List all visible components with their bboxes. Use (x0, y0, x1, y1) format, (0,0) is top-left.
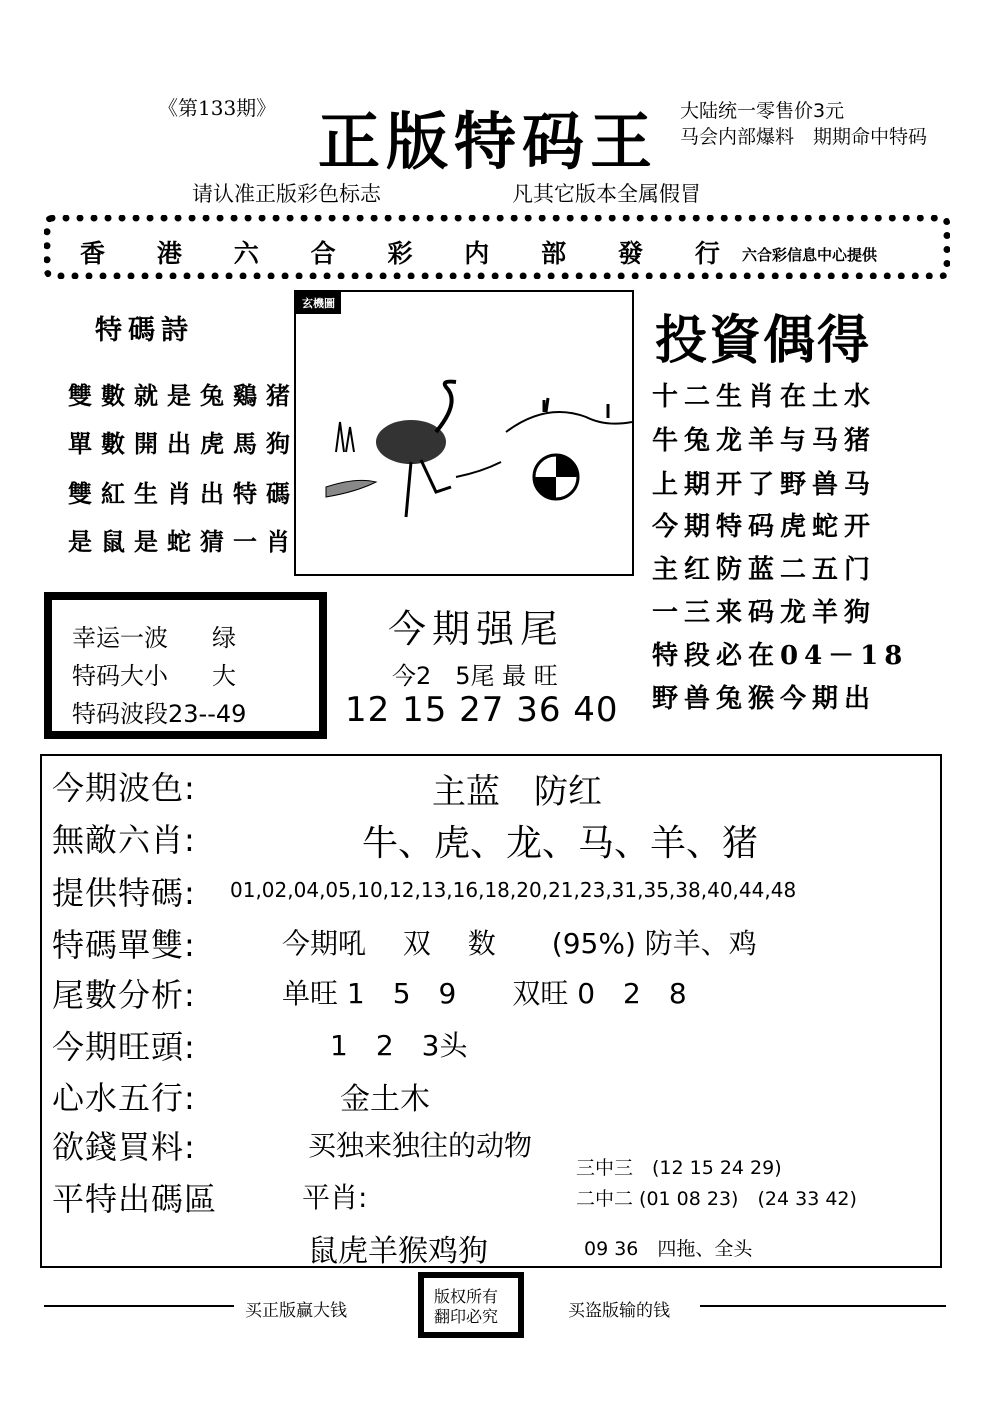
strong-tail-numbers: 12 15 27 36 40 (345, 690, 619, 730)
color-label: 今期波色: (52, 769, 196, 807)
invest-line: 上期开了野兽马 (652, 470, 877, 500)
banner-char: 彩 (387, 239, 413, 268)
lucky-wave-value: 绿 (212, 624, 236, 652)
zone-label: 平特出碼區 (52, 1180, 218, 1218)
head-value: 1 2 3头 (330, 1029, 468, 1062)
codes-label: 提供特碼: (52, 874, 196, 912)
footer-left: 买正版赢大钱 (245, 1301, 347, 1321)
mystery-picture (294, 290, 634, 576)
page-title: 正版特码王 (318, 105, 659, 178)
warning-left: 请认准正版彩色标志 (192, 182, 381, 206)
banner-char: 行 (694, 239, 720, 268)
invest-line: 一三来码龙羊狗 (652, 598, 877, 628)
lucky-range-label: 特码波段 (72, 700, 168, 728)
picture-tag: 玄機圖 (296, 292, 341, 314)
banner-char: 港 (156, 239, 182, 268)
flat-label: 平肖: (302, 1181, 368, 1214)
invest-line: 今期特码虎蛇开 (652, 512, 877, 542)
element-label: 心水五行: (52, 1079, 196, 1117)
banner-char: 内 (464, 239, 490, 268)
poem-title: 特碼詩 (95, 315, 194, 346)
three-hit: 三中三 (12 15 24 29) (576, 1157, 782, 1179)
buy-label: 欲錢買料: (52, 1128, 196, 1166)
slogan-text: 马会内部爆料 期期命中特码 (680, 126, 928, 148)
banner-char: 香 (80, 239, 106, 268)
invest-title: 投資偶得 (655, 310, 872, 371)
banner-note: 六合彩信息中心提供 (742, 246, 878, 264)
lucky-range-value: 23--49 (168, 700, 247, 728)
drag-text: 09 36 四拖、全头 (584, 1238, 753, 1260)
poem-line: 雙數就是兔鷄猪 (68, 381, 299, 410)
tail-value: 单旺 1 5 9 双旺 0 2 8 (282, 977, 687, 1010)
price-text: 大陆统一零售价3元 (680, 100, 845, 122)
strong-tail-title: 今期强尾 (388, 607, 565, 651)
poem-line: 是鼠是蛇猜一肖 (68, 527, 299, 556)
footer-rule-right (700, 1305, 946, 1307)
invest-line: 主红防蓝二五门 (652, 555, 877, 585)
tail-label: 尾數分析: (52, 976, 196, 1014)
lucky-size-value: 大 (212, 662, 236, 690)
lucky-size-label: 特码大小 (72, 662, 168, 690)
lucky-size (72, 656, 236, 691)
invest-line: 牛兔龙羊与马猪 (652, 426, 877, 456)
buy-value: 买独来独往的动物 (308, 1129, 533, 1162)
six-zodiac-value: 牛、虎、龙、马、羊、猪 (362, 823, 759, 864)
strong-tail-sub: 今2 5尾 最 旺 (392, 662, 558, 690)
footer-rule-left (44, 1305, 234, 1307)
element-value: 金土木 (340, 1082, 430, 1117)
parity-label: 特碼單雙: (52, 926, 196, 964)
poem-line: 單數開出虎馬狗 (68, 429, 299, 458)
invest-line: 特段必在04－18 (652, 641, 909, 671)
banner-char: 六 (233, 239, 259, 268)
invest-line: 野兽兔猴今期出 (652, 684, 877, 714)
banner-char: 發 (618, 239, 644, 268)
warning-right: 凡其它版本全属假冒 (512, 182, 701, 206)
codes-value: 01,02,04,05,10,12,13,16,18,20,21,23,31,35,38,40,44,48 (230, 878, 797, 902)
footer-right: 买盗版输的钱 (568, 1301, 670, 1321)
color-value: 主蓝 防红 (432, 772, 602, 812)
lucky-range (72, 694, 246, 729)
lucky-wave (72, 618, 236, 653)
banner-char: 合 (310, 239, 336, 268)
banner-char: 部 (541, 239, 567, 268)
parity-value: 今期吼 双 数 (95%) 防羊、鸡 (282, 927, 757, 960)
lucky-wave-label: 幸运一波 (72, 624, 168, 652)
poem-line: 雙紅生肖出特碼 (68, 479, 299, 508)
ostrich-illustration (296, 292, 632, 574)
banner-text (80, 234, 720, 270)
copyright-line2: 翻印必究 (434, 1307, 499, 1326)
six-zodiac-label: 無敵六肖: (52, 821, 196, 859)
flat-value: 鼠虎羊猴鸡狗 (308, 1234, 488, 1269)
issue-number: 《第133期》 (158, 96, 277, 120)
invest-line: 十二生肖在土水 (652, 382, 877, 412)
head-label: 今期旺頭: (52, 1028, 196, 1066)
copyright-line1: 版权所有 (434, 1287, 499, 1306)
two-hit: 二中二 (01 08 23) (24 33 42) (576, 1188, 857, 1210)
